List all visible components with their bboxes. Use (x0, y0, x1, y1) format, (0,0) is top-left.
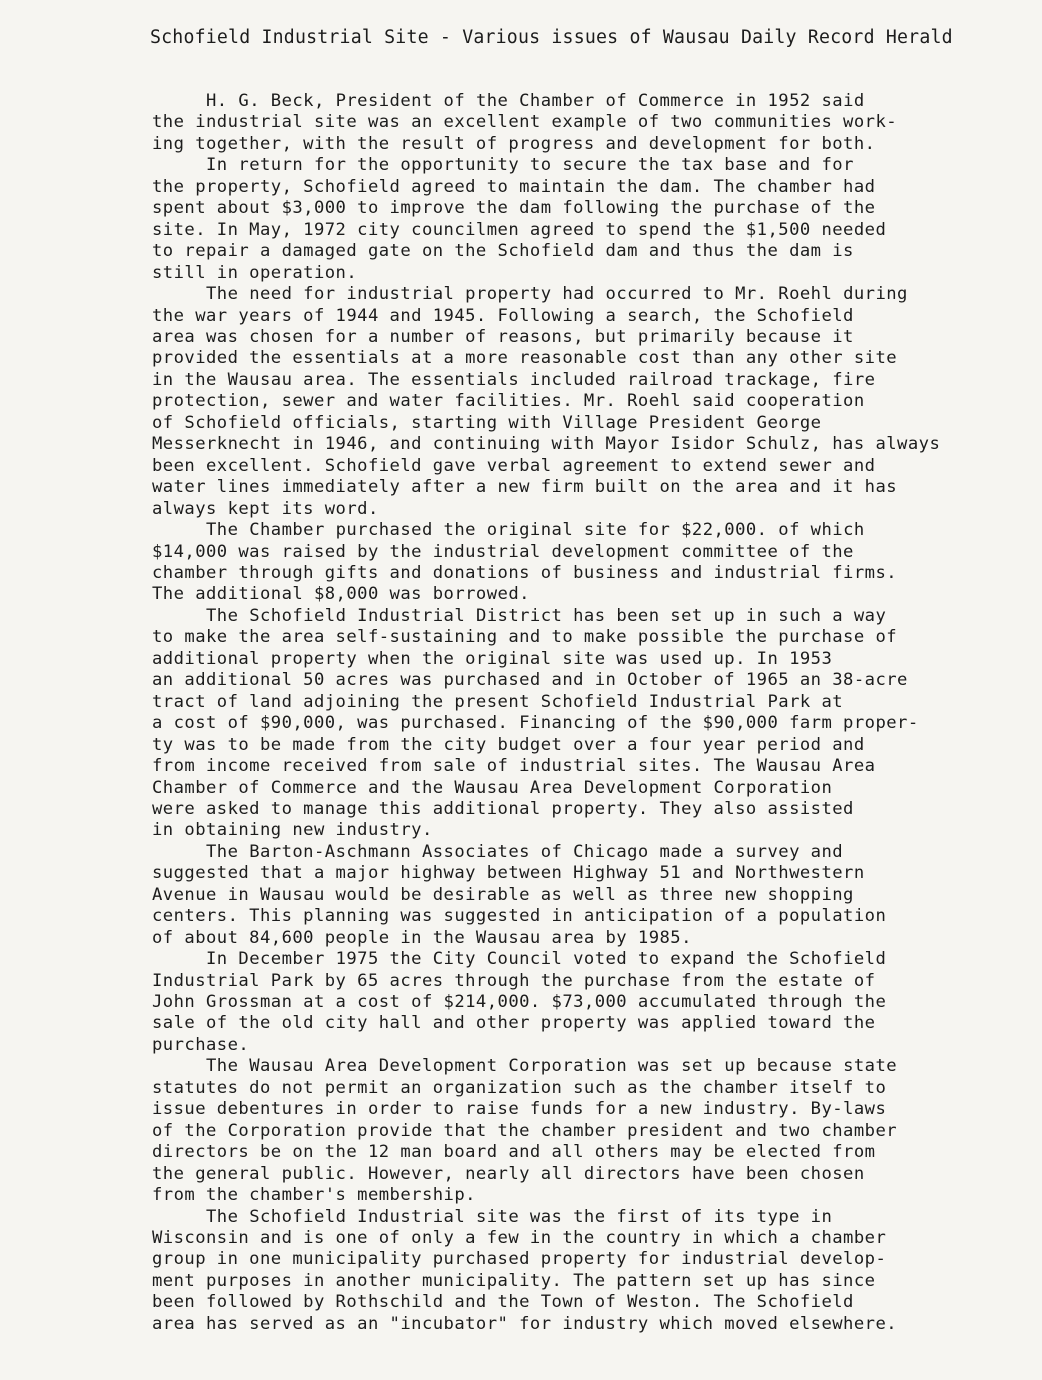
text-line: centers. This planning was suggested in anticipation of a population (152, 906, 887, 927)
text-line: The Chamber purchased the original site for $22,000. of which (206, 520, 865, 541)
text-line: ing together, with the result of progress and development for both. (152, 133, 876, 154)
text-line: been excellent. Schofield gave verbal agreement to extend sewer and (152, 455, 876, 476)
text-line: The Schofield Industrial District has been set up in such a way (206, 605, 887, 626)
text-line: been followed by Rothschild and the Town of Weston. The Schofield (152, 1292, 854, 1313)
text-line: Messerknecht in 1946, and continuing with Mayor Isidor Schulz, has always (152, 434, 941, 455)
text-line: spent about $3,000 to improve the dam following the purchase of the (152, 198, 876, 219)
text-line: from income received from sale of industrial sites. The Wausau Area (152, 756, 876, 777)
text-line: area was chosen for a number of reasons, but primarily because it (152, 326, 854, 347)
text-line: an additional 50 acres was purchased and in October of 1965 an 38-acre (152, 670, 908, 691)
text-line: Avenue in Wausau would be desirable as well as three new shopping (152, 884, 854, 905)
text-line: $14,000 was raised by the industrial development committee of the (152, 541, 854, 562)
text-line: provided the essentials at a more reasonable cost than any other site (152, 348, 898, 369)
text-line: in the Wausau area. The essentials included railroad trackage, fire (152, 369, 876, 390)
page-header: Schofield Industrial Site - Various issues of Wausau Daily Record Herald (150, 27, 953, 48)
text-line: additional property when the original site was used up. In 1953 (152, 648, 833, 669)
text-line: of the Corporation provide that the chamber president and two chamber (152, 1120, 898, 1141)
text-line: Wisconsin and is one of only a few in the country in which a chamber (152, 1228, 887, 1249)
text-line: group in one municipality purchased property for industrial develop- (152, 1249, 887, 1270)
text-line: in obtaining new industry. (152, 820, 433, 841)
text-line: Chamber of Commerce and the Wausau Area Development Corporation (152, 777, 833, 798)
text-line: tract of land adjoining the present Schofield Industrial Park at (152, 691, 844, 712)
text-line: purchase. (152, 1034, 250, 1055)
text-line: always kept its word. (152, 498, 379, 519)
text-line: Industrial Park by 65 acres through the purchase from the estate of (152, 970, 876, 991)
text-line: statutes do not permit an organization such as the chamber itself to (152, 1077, 887, 1098)
text-line: The Schofield Industrial site was the first of its type in (206, 1206, 833, 1227)
text-line: The Barton-Aschmann Associates of Chicago made a survey and (206, 841, 844, 862)
text-line: suggested that a major highway between Highway 51 and Northwestern (152, 863, 865, 884)
text-line: to repair a damaged gate on the Schofield dam and thus the dam is (152, 241, 854, 262)
text-line: sale of the old city hall and other property was applied toward the (152, 1013, 876, 1034)
text-line: to make the area self-sustaining and to make possible the purchase of (152, 627, 898, 648)
text-line: area has served as an "incubator" for industry which moved elsewhere. (152, 1313, 898, 1334)
text-line: chamber through gifts and donations of business and industrial firms. (152, 562, 898, 583)
text-line: In return for the opportunity to secure the tax base and for (206, 155, 854, 176)
text-line: directors be on the 12 man board and all others may be elected from (152, 1142, 876, 1163)
text-line: the property, Schofield agreed to maintain the dam. The chamber had (152, 176, 876, 197)
text-line: The Wausau Area Development Corporation was set up because state (206, 1056, 898, 1077)
text-line: a cost of $90,000, was purchased. Financing of the $90,000 farm proper- (152, 713, 919, 734)
text-line: the industrial site was an excellent example of two communities work- (152, 112, 898, 133)
text-line: John Grossman at a cost of $214,000. $73,000 accumulated through the (152, 992, 887, 1013)
text-line: from the chamber's membership. (152, 1185, 476, 1206)
text-line: ment purposes in another municipality. The pattern set up has since (152, 1270, 876, 1291)
text-line: In December 1975 the City Council voted to expand the Schofield (206, 949, 887, 970)
body-text (152, 91, 1022, 1335)
text-line: the war years of 1944 and 1945. Following a search, the Schofield (152, 305, 854, 326)
text-line: The additional $8,000 was borrowed. (152, 584, 530, 605)
text-line: of Schofield officials, starting with Village President George (152, 412, 822, 433)
text-line: H. G. Beck, President of the Chamber of Commerce in 1952 said (206, 91, 865, 111)
text-line: issue debentures in order to raise funds for a new industry. By-laws (152, 1099, 887, 1120)
text-line: water lines immediately after a new firm built on the area and it has (152, 477, 898, 498)
text-line: the general public. However, nearly all directors have been chosen (152, 1163, 865, 1184)
text-line: of about 84,600 people in the Wausau area by 1985. (152, 927, 692, 948)
text-line: still in operation. (152, 262, 358, 283)
text-line: The need for industrial property had occurred to Mr. Roehl during (206, 284, 908, 305)
text-line: ty was to be made from the city budget over a four year period and (152, 734, 865, 755)
text-line: protection, sewer and water facilities. Mr. Roehl said cooperation (152, 391, 865, 412)
text-line: site. In May, 1972 city councilmen agreed to spend the $1,500 needed (152, 219, 887, 240)
text-line: were asked to manage this additional property. They also assisted (152, 798, 854, 819)
